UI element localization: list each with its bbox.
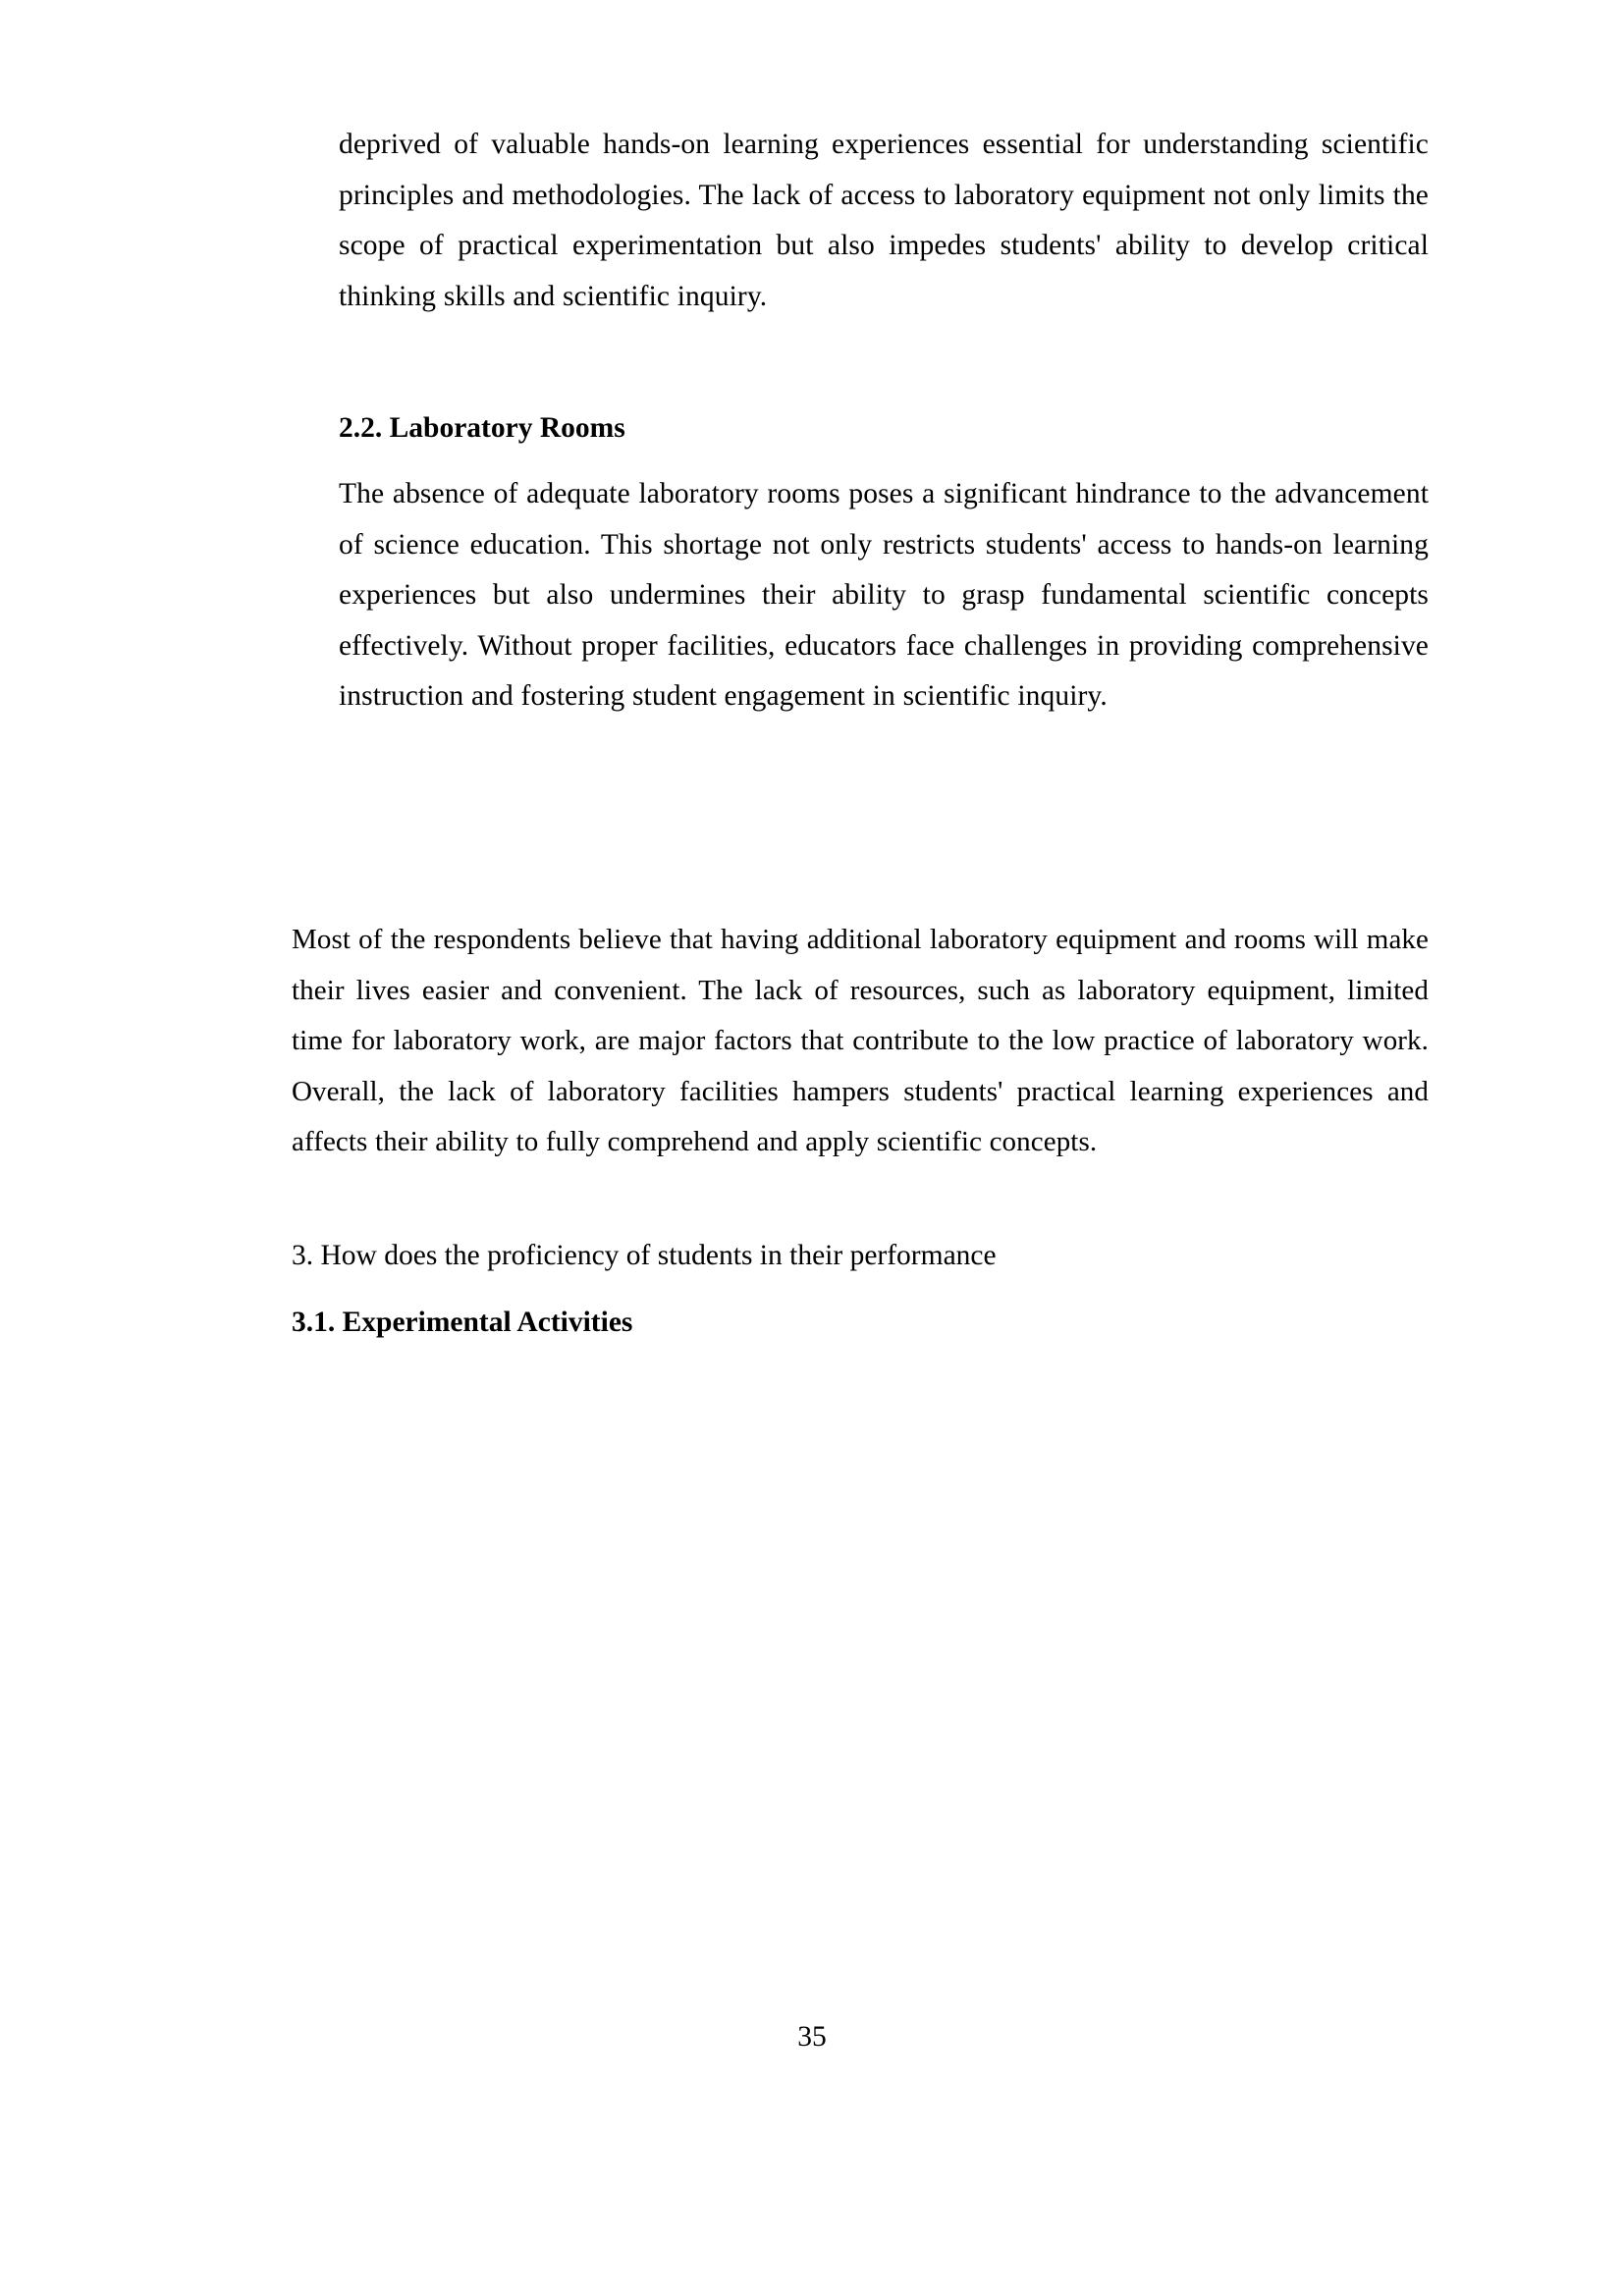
section-heading-3-1: 3.1. Experimental Activities	[292, 1307, 633, 1338]
paragraph-continuation: deprived of valuable hands-on learning experiences essential for understanding scientific principles and methodologies. The lack of access to laboratory equipment not only limits the scope of practical experimentation but also impedes students' ability to develop critical thinking skills and scientific inquiry.	[339, 129, 1429, 312]
page-number: 35	[797, 2021, 827, 2053]
paragraph-respondents-summary: Most of the respondents believe that having additional laboratory equipment and rooms will make their lives easier and convenient. The lack of resources, such as laboratory equipment, limited time for laboratory work, are major factors that contribute to the low practice of laboratory work. Overall, the lack of laboratory facilities hampers students' practical learning experiences and affects their ability to fully comprehend and apply scientific concepts.	[292, 924, 1429, 1157]
section-heading-2-2: 2.2. Laboratory Rooms	[339, 412, 625, 444]
paragraph-laboratory-rooms: The absence of adequate laboratory rooms poses a significant hindrance to the advancement of science education. This shortage not only restricts students' access to hands-on learning experiences but also undermines their ability to grasp fundamental scientific concepts effectively. Without proper facilities, educators face challenges in providing comprehensive instruction and fostering student engagement in scientific inquiry.	[339, 478, 1429, 712]
research-question-3: 3. How does the proficiency of students in their performance	[292, 1240, 997, 1271]
